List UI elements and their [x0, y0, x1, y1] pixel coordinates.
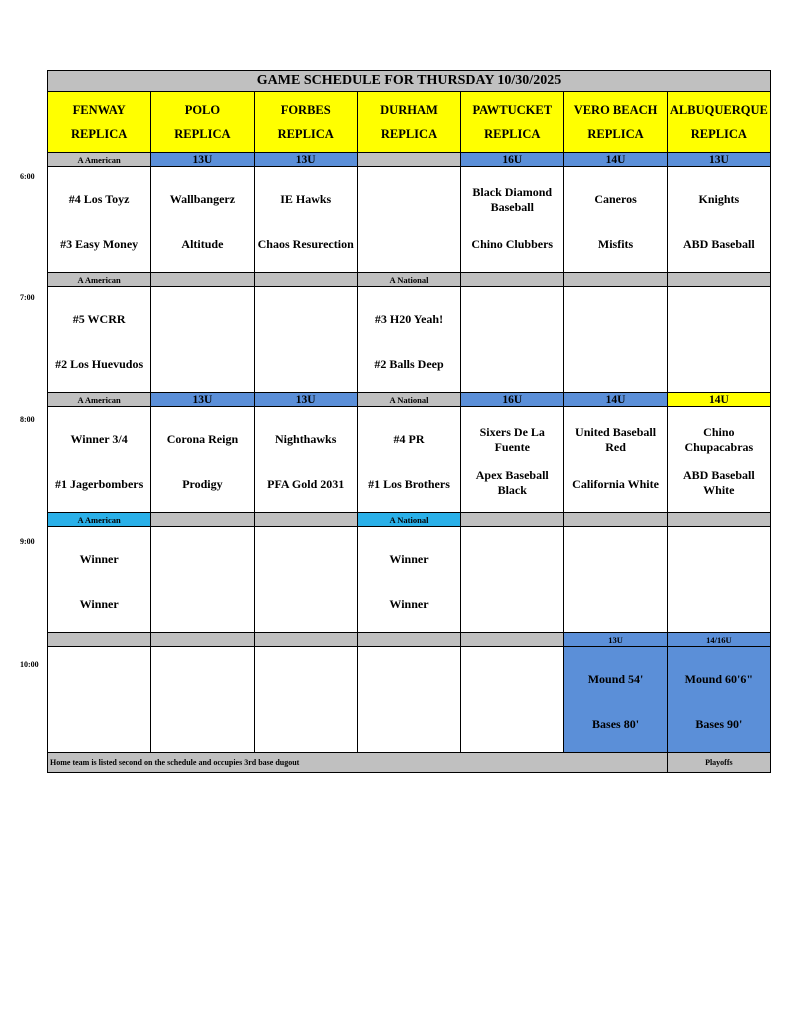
matchup: [566, 537, 664, 622]
away-team: #5 WCRR: [72, 311, 126, 326]
home-team: [257, 350, 355, 378]
away-team: [360, 665, 458, 693]
matchup: [257, 657, 355, 742]
game-cell: [461, 527, 564, 633]
venue-name: FENWAY: [72, 103, 126, 117]
game-cell: [254, 647, 357, 753]
matchup: [463, 657, 561, 742]
venue-sub: REPLICA: [690, 127, 747, 141]
away-team: Winner: [79, 551, 119, 566]
home-team: [153, 710, 251, 738]
away-team: [257, 665, 355, 693]
away-team: Winner: [389, 551, 429, 566]
game-cell: [667, 287, 770, 393]
game-cell: [461, 167, 564, 273]
home-team: ABD Baseball White: [683, 468, 755, 497]
division-label-row: [48, 393, 771, 407]
division-label: A National: [357, 273, 460, 287]
away-team: Sixers De La Fuente: [479, 425, 545, 454]
game-cell: [357, 647, 460, 753]
away-team: Wallbangerz: [169, 191, 236, 206]
matchup: [50, 417, 148, 502]
matchup: [360, 537, 458, 622]
home-team: Chaos Resurection: [257, 236, 354, 251]
mound-distance: Mound 54': [587, 671, 644, 686]
game-cell: [564, 287, 667, 393]
home-team: [153, 350, 251, 378]
matchup: [670, 537, 768, 622]
matchup: [257, 417, 355, 502]
home-team: #1 Jagerbombers: [54, 476, 144, 491]
matchup: [566, 297, 664, 382]
title-row: [48, 71, 771, 92]
matchup: [257, 297, 355, 382]
game-cell: [254, 167, 357, 273]
home-team: Altitude: [181, 236, 224, 251]
matchup: [50, 537, 148, 622]
away-team: Winner 3/4: [70, 431, 128, 446]
game-row: [48, 287, 771, 393]
time-label: 7:00: [20, 293, 35, 302]
game-cell: [461, 287, 564, 393]
division-label: 14U: [564, 153, 667, 167]
matchup: [257, 537, 355, 622]
matchup: [670, 657, 768, 742]
away-team: Corona Reign: [166, 431, 239, 446]
base-distance: Bases 80': [592, 716, 640, 731]
game-cell: [461, 407, 564, 513]
venue-name: VERO BEACH: [573, 103, 658, 117]
home-team: [257, 710, 355, 738]
game-cell: [48, 407, 151, 513]
division-label: 13U: [151, 153, 254, 167]
away-team: [153, 665, 251, 693]
away-team: [257, 305, 355, 333]
division-label: 14U: [667, 393, 770, 407]
matchup: [566, 657, 664, 742]
division-label-row: [48, 273, 771, 287]
away-team: Nighthawks: [275, 431, 337, 446]
schedule-table: [47, 70, 771, 773]
matchup: [50, 657, 148, 742]
matchup: [670, 297, 768, 382]
division-label: [254, 633, 357, 647]
division-label: 16U: [461, 153, 564, 167]
division-label: [667, 273, 770, 287]
away-team: [257, 545, 355, 573]
matchup: [360, 657, 458, 742]
game-cell: [151, 527, 254, 633]
away-team: Chino Chupacabras: [684, 425, 754, 454]
away-team: United Baseball Red: [575, 425, 657, 454]
game-cell: [564, 407, 667, 513]
game-row: [48, 647, 771, 753]
game-cell: [48, 647, 151, 753]
playoffs-label: Playoffs: [667, 753, 770, 773]
venue-header: [461, 92, 564, 153]
division-label: 14U: [564, 393, 667, 407]
field-spec-cell: [667, 647, 770, 753]
matchup: [463, 297, 561, 382]
away-team: [153, 545, 251, 573]
away-team: Knights: [698, 191, 740, 206]
division-label: 14/16U: [667, 633, 770, 647]
game-cell: [667, 167, 770, 273]
game-row: [48, 167, 771, 273]
time-label: 6:00: [20, 172, 35, 181]
division-label: [254, 513, 357, 527]
game-cell: [357, 287, 460, 393]
matchup: [153, 297, 251, 382]
time-label: 8:00: [20, 415, 35, 424]
away-team: [463, 305, 561, 333]
division-label: 13U: [667, 153, 770, 167]
game-cell: [151, 647, 254, 753]
game-cell: [151, 407, 254, 513]
game-row: [48, 527, 771, 633]
away-team: [670, 305, 768, 333]
division-label: [564, 273, 667, 287]
venue-sub: REPLICA: [380, 127, 438, 141]
venue-header: [151, 92, 254, 153]
footer-note: Home team is listed second on the schedule and occupies 3rd base dugout: [48, 753, 668, 773]
division-label: 16U: [461, 393, 564, 407]
venue-sub: REPLICA: [71, 127, 128, 141]
game-cell: [48, 527, 151, 633]
division-label: A American: [48, 273, 151, 287]
home-team: Prodigy: [182, 476, 223, 491]
division-label: [357, 633, 460, 647]
matchup: [50, 177, 148, 262]
division-label: [151, 513, 254, 527]
home-team: [566, 350, 664, 378]
away-team: #4 Los Toyz: [68, 191, 130, 206]
matchup: [153, 537, 251, 622]
matchup: [257, 177, 355, 262]
venue-sub: REPLICA: [484, 127, 541, 141]
away-team: [566, 305, 664, 333]
home-team: [463, 590, 561, 618]
venue-name: DURHAM: [380, 103, 438, 117]
venue-name: PAWTUCKET: [472, 103, 553, 117]
mound-distance: Mound 60'6": [684, 671, 754, 686]
game-cell: [151, 287, 254, 393]
division-label: [151, 273, 254, 287]
matchup: [360, 297, 458, 382]
page-title: GAME SCHEDULE FOR THURSDAY 10/30/2025: [48, 71, 771, 92]
home-team: #3 Easy Money: [60, 236, 139, 251]
venue-row: [48, 92, 771, 153]
division-label: A National: [357, 513, 460, 527]
game-cell: [564, 167, 667, 273]
game-cell: [254, 287, 357, 393]
division-label: [564, 513, 667, 527]
away-team: [463, 665, 561, 693]
home-team: [463, 350, 561, 378]
time-label: 10:00: [20, 660, 39, 669]
home-team: Chino Clubbers: [471, 236, 554, 251]
away-team: [566, 545, 664, 573]
division-label: [357, 153, 460, 167]
division-label: [461, 513, 564, 527]
away-team: IE Hawks: [280, 191, 332, 206]
division-label-row: [48, 153, 771, 167]
division-label: 13U: [151, 393, 254, 407]
home-team: ABD Baseball: [683, 236, 755, 251]
home-team: [463, 710, 561, 738]
division-label: [461, 633, 564, 647]
home-team: #2 Balls Deep: [374, 356, 444, 371]
home-team: #2 Los Huevudos: [55, 356, 144, 371]
away-team: #3 H20 Yeah!: [374, 311, 444, 326]
venue-name: ALBUQUERQUE: [669, 103, 768, 117]
game-cell: [667, 527, 770, 633]
venue-header: [667, 92, 770, 153]
venue-name: POLO: [184, 103, 221, 117]
matchup: [566, 417, 664, 502]
matchup: [50, 297, 148, 382]
game-cell: [48, 287, 151, 393]
base-distance: Bases 90': [695, 716, 743, 731]
home-team: California White: [572, 476, 659, 491]
home-team: [360, 710, 458, 738]
division-label: [667, 513, 770, 527]
home-team: [360, 230, 458, 258]
away-team: #4 PR: [393, 431, 425, 446]
division-label: [151, 633, 254, 647]
home-team: Apex Baseball Black: [475, 468, 549, 497]
matchup: [463, 177, 561, 262]
away-team: Black Diamond Baseball: [472, 185, 553, 214]
division-label: A American: [48, 393, 151, 407]
game-cell: [151, 167, 254, 273]
division-label: 13U: [564, 633, 667, 647]
division-label: [48, 633, 151, 647]
game-cell: [564, 527, 667, 633]
matchup: [360, 177, 458, 262]
home-team: Winner: [389, 596, 429, 611]
matchup: [153, 177, 251, 262]
away-team: [463, 545, 561, 573]
game-cell: [357, 167, 460, 273]
venue-sub: REPLICA: [277, 127, 334, 141]
venue-header: [564, 92, 667, 153]
time-label: 9:00: [20, 537, 35, 546]
venue-sub: REPLICA: [174, 127, 231, 141]
division-label: A National: [357, 393, 460, 407]
home-team: [50, 710, 148, 738]
home-team: PFA Gold 2031: [267, 476, 345, 491]
game-cell: [357, 527, 460, 633]
matchup: [360, 417, 458, 502]
game-cell: [667, 407, 770, 513]
venue-name: FORBES: [280, 103, 331, 117]
matchup: [670, 417, 768, 502]
game-cell: [48, 167, 151, 273]
footer-row: [48, 753, 771, 773]
matchup: [566, 177, 664, 262]
division-label: [461, 273, 564, 287]
game-cell: [254, 407, 357, 513]
home-team: [670, 590, 768, 618]
division-label: A American: [48, 513, 151, 527]
matchup: [153, 657, 251, 742]
home-team: #1 Los Brothers: [368, 476, 450, 491]
game-cell: [357, 407, 460, 513]
division-label: A American: [48, 153, 151, 167]
division-label-row: [48, 513, 771, 527]
home-team: [153, 590, 251, 618]
home-team: [257, 590, 355, 618]
matchup: [463, 537, 561, 622]
game-cell: [254, 527, 357, 633]
division-label-row: [48, 633, 771, 647]
division-label: 13U: [254, 393, 357, 407]
home-team: [566, 590, 664, 618]
away-team: [50, 665, 148, 693]
home-team: Winner: [79, 596, 119, 611]
matchup: [153, 417, 251, 502]
division-label: 13U: [254, 153, 357, 167]
matchup: [463, 417, 561, 502]
field-spec-cell: [564, 647, 667, 753]
game-cell: [461, 647, 564, 753]
division-label: [254, 273, 357, 287]
venue-header: [357, 92, 460, 153]
away-team: [360, 185, 458, 213]
game-row: [48, 407, 771, 513]
away-team: [153, 305, 251, 333]
matchup: [670, 177, 768, 262]
away-team: [670, 545, 768, 573]
home-team: [670, 350, 768, 378]
away-team: Caneros: [594, 191, 637, 206]
venue-sub: REPLICA: [587, 127, 644, 141]
home-team: Misfits: [597, 236, 634, 251]
venue-header: [48, 92, 151, 153]
venue-header: [254, 92, 357, 153]
